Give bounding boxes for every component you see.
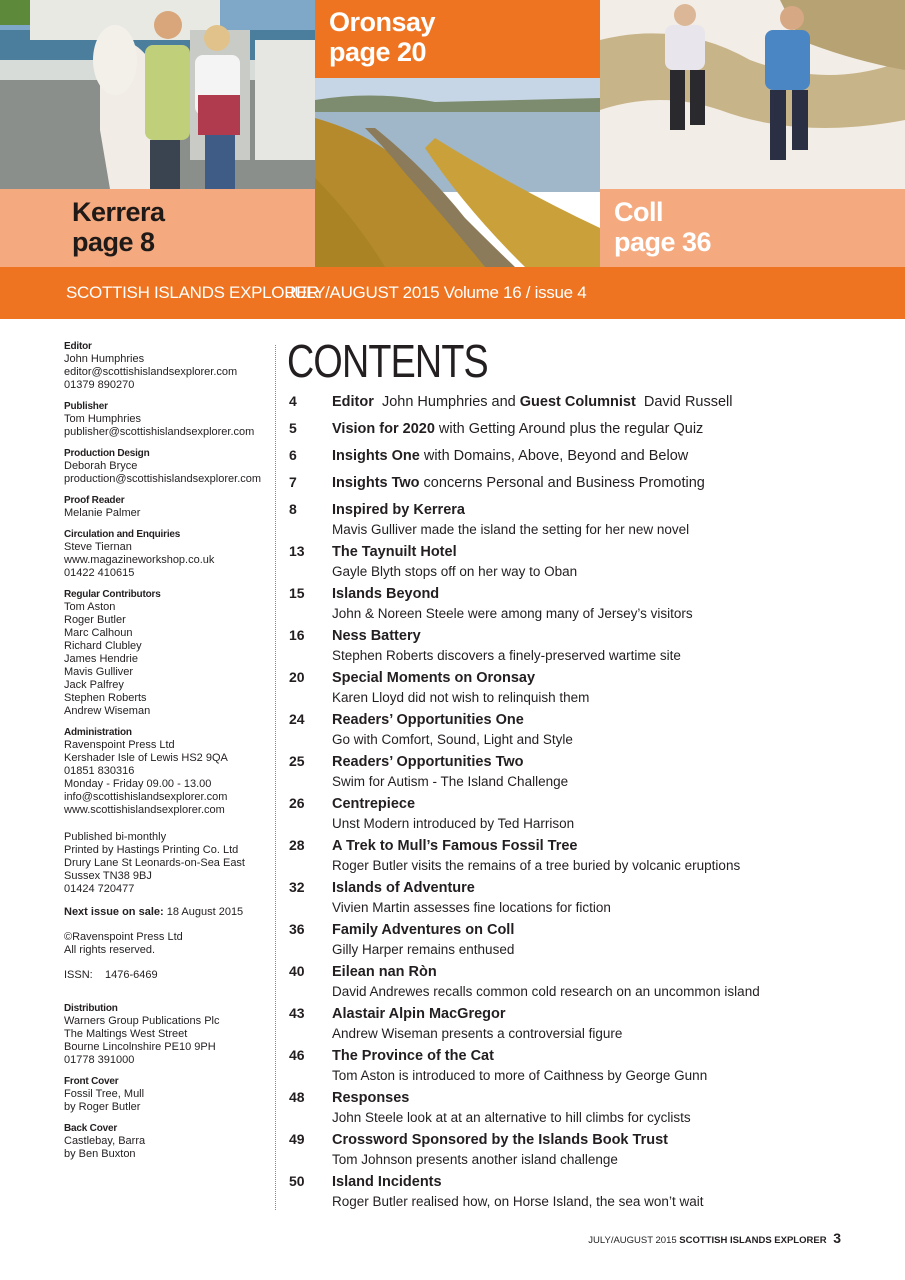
credit-contributors [64,588,269,718]
toc-entry [289,474,889,493]
credit-line: The Maltings West Street [64,1028,188,1040]
credit-line: Melanie Palmer [64,507,141,519]
toc-title-part: Special Moments on Oronsay [332,670,536,686]
toc-entry [289,1089,889,1127]
toc-title [332,795,889,814]
oronsay-label [315,0,600,78]
toc-title-part: Responses [332,1090,410,1106]
toc-page-number: 48 [289,1089,305,1105]
toc-entry [289,837,889,875]
credit-heading: Circulation and Enquiries [64,529,181,540]
toc-entry [289,393,889,412]
toc-title-part: Family Adventures on Coll [332,922,515,938]
contents-heading: CONTENTS [287,335,488,387]
issn [64,969,269,982]
toc-title [332,474,889,493]
credit-line: ©Ravenspoint Press Ltd [64,931,183,943]
credit-line: 01379 890270 [64,379,135,391]
toc-page-number: 5 [289,420,297,436]
toc-title-part: with Domains, Above, Beyond and Below [419,448,689,464]
credit-front-cover [64,1075,269,1114]
toc-title [332,1173,889,1192]
footer-issue: JULY/AUGUST 2015 [588,1235,677,1246]
credit-production [64,447,269,486]
issn-value: 1476-6469 [104,969,158,981]
toc-title [332,393,889,412]
credit-line: 01851 830316 [64,765,135,777]
toc-title [332,1047,889,1066]
credit-heading: Proof Reader [64,495,125,506]
credit-proof-reader [64,494,269,520]
toc-entry [289,795,889,833]
toc-entry [289,711,889,749]
credit-administration [64,726,269,817]
toc-page-number: 24 [289,711,305,727]
credit-heading: Front Cover [64,1076,119,1087]
copyright [64,931,269,957]
toc-entry [289,585,889,623]
toc-page-number: 4 [289,393,297,409]
credit-line: Richard Clubley [64,640,142,652]
credit-line: Fossil Tree, Mull [64,1088,145,1100]
footer-magazine: SCOTTISH ISLANDS EXPLORER [679,1235,827,1246]
credit-line: Tom Humphries [64,413,142,425]
credit-line: Warners Group Publications Plc [64,1015,220,1027]
oronsay-photo [315,78,600,267]
credit-line: 01424 720477 [64,883,135,895]
credit-back-cover [64,1122,269,1161]
toc-title [332,963,889,982]
toc-page-number: 50 [289,1173,305,1189]
toc-title [332,837,889,856]
toc-page-number: 32 [289,879,305,895]
kerrera-label [0,189,315,267]
credit-heading: Administration [64,727,132,738]
toc-title-part: Eilean nan Ròn [332,964,437,980]
toc-title-part: concerns Personal and Business Promoting [419,475,705,491]
credit-editor [64,340,269,392]
kerrera-label-title: Kerrera [72,197,165,227]
toc-title-part: Ness Battery [332,628,421,644]
toc-description: Go with Comfort, Sound, Light and Style [332,732,573,747]
toc-title [332,1005,889,1024]
credit-heading: Distribution [64,1003,118,1014]
credit-line: Jack Palfrey [64,679,124,691]
toc-page-number: 28 [289,837,305,853]
toc-page-number: 36 [289,921,305,937]
toc-entry [289,543,889,581]
credit-line: Deborah Bryce [64,460,138,472]
credit-line: Monday - Friday 09.00 - 13.00 [64,778,212,790]
toc-title-part: Island Incidents [332,1174,442,1190]
credit-line: by Ben Buxton [64,1148,136,1160]
toc-title-part: Editor [332,394,374,410]
toc-title-part: A Trek to Mull’s Famous Fossil Tree [332,838,578,854]
oronsay-label-page: page 20 [329,37,427,67]
credit-line: Stephen Roberts [64,692,147,704]
toc-page-number: 25 [289,753,305,769]
page-number: 3 [833,1230,841,1246]
toc-title-part: with Getting Around plus the regular Quiz [434,421,704,437]
table-of-contents [289,393,889,1215]
toc-entry [289,1131,889,1169]
toc-title-part: Vision for 2020 [332,421,435,437]
next-issue-date: 18 August 2015 [166,906,244,918]
toc-title-part: Insights One [332,448,420,464]
credit-line: production@scottishislandsexplorer.com [64,473,262,485]
toc-title [332,543,889,562]
credit-line: James Hendrie [64,653,138,665]
credit-line: Sussex TN38 9BJ [64,870,152,882]
issn-label: ISSN: [64,969,93,981]
toc-description: Unst Modern introduced by Ted Harrison [332,816,575,831]
masthead-credits [64,340,269,1169]
credit-line: Tom Aston [64,601,116,613]
toc-entry [289,627,889,665]
credit-line: 01778 391000 [64,1054,135,1066]
credit-line: 01422 410615 [64,567,135,579]
toc-title-part: Islands of Adventure [332,880,475,896]
toc-entry [289,1047,889,1085]
coll-label [600,189,905,267]
credit-line: by Roger Butler [64,1101,141,1113]
toc-entry [289,420,889,439]
toc-page-number: 26 [289,795,305,811]
toc-title [332,1131,889,1150]
toc-description: Stephen Roberts discovers a finely-preserved wartime site [332,648,681,663]
toc-description: Gilly Harper remains enthused [332,942,515,957]
credit-heading: Back Cover [64,1123,118,1134]
credit-line: info@scottishislandsexplorer.com [64,791,228,803]
toc-description: David Andrewes recalls common cold research on an uncommon island [332,984,760,999]
toc-title-part: Guest Columnist [519,394,636,410]
toc-page-number: 7 [289,474,297,490]
credit-heading: Production Design [64,448,150,459]
toc-entry [289,963,889,1001]
credit-line: Castlebay, Barra [64,1135,146,1147]
toc-description: Andrew Wiseman presents a controversial figure [332,1026,623,1041]
kerrera-photo [0,0,315,189]
coll-label-title: Coll [614,197,663,227]
toc-description: Tom Aston is introduced to more of Caithness by George Gunn [332,1068,708,1083]
toc-page-number: 49 [289,1131,305,1147]
credit-line: Andrew Wiseman [64,705,151,717]
toc-description: Swim for Autism - The Island Challenge [332,774,569,789]
page-footer [588,1230,841,1246]
toc-title-part: Crossword Sponsored by the Islands Book Trust [332,1132,668,1148]
toc-description: Roger Butler visits the remains of a tree buried by volcanic eruptions [332,858,741,873]
credit-line: publisher@scottishislandsexplorer.com [64,426,255,438]
toc-title [332,669,889,688]
toc-title-part: David Russell [635,394,733,410]
toc-page-number: 43 [289,1005,305,1021]
credit-line: Printed by Hastings Printing Co. Ltd [64,844,239,856]
toc-title-part: Centrepiece [332,796,416,812]
toc-entry [289,753,889,791]
toc-title-part: The Province of the Cat [332,1048,494,1064]
toc-title [332,585,889,604]
toc-page-number: 13 [289,543,305,559]
next-issue [64,906,269,919]
credit-line: John Humphries [64,353,145,365]
toc-entry [289,1173,889,1211]
toc-description: John & Noreen Steele were among many of Jersey’s visitors [332,606,693,621]
toc-entry [289,1005,889,1043]
toc-title-part: Readers’ Opportunities One [332,712,524,728]
toc-title [332,711,889,730]
credit-line: www.scottishislandsexplorer.com [64,804,225,816]
kerrera-label-page: page 8 [72,227,155,257]
toc-title-part: Inspired by Kerrera [332,502,465,518]
credit-distribution [64,1002,269,1067]
column-divider [275,345,276,1210]
credit-published [64,831,269,896]
credit-line: Steve Tiernan [64,541,132,553]
credit-circulation [64,528,269,580]
coll-label-page: page 36 [614,227,712,257]
credit-line: Drury Lane St Leonards-on-Sea East [64,857,245,869]
toc-page-number: 46 [289,1047,305,1063]
credit-line: Kershader Isle of Lewis HS2 9QA [64,752,228,764]
credit-line: editor@scottishislandsexplorer.com [64,366,238,378]
toc-entry [289,501,889,539]
toc-page-number: 15 [289,585,305,601]
toc-description: Roger Butler realised how, on Horse Island, the sea won’t wait [332,1194,704,1209]
masthead-banner [0,267,905,319]
toc-title [332,420,889,439]
credit-line: Published bi-monthly [64,831,167,843]
coll-photo [600,0,905,189]
toc-description: Gayle Blyth stops off on her way to Oban [332,564,578,579]
toc-page-number: 6 [289,447,297,463]
credit-line: Bourne Lincolnshire PE10 9PH [64,1041,216,1053]
credit-line: Ravenspoint Press Ltd [64,739,175,751]
toc-title [332,753,889,772]
toc-page-number: 16 [289,627,305,643]
credit-heading: Regular Contributors [64,589,161,600]
toc-title-part: Islands Beyond [332,586,440,602]
credit-line: All rights reserved. [64,944,156,956]
credit-line: Marc Calhoun [64,627,133,639]
toc-description: Karen Lloyd did not wish to relinquish them [332,690,590,705]
toc-title [332,1089,889,1108]
toc-page-number: 40 [289,963,305,979]
toc-entry [289,669,889,707]
toc-title-part: Insights Two [332,475,420,491]
credit-publisher [64,400,269,439]
toc-title [332,879,889,898]
toc-entry [289,921,889,959]
credit-line: www.magazineworkshop.co.uk [64,554,215,566]
toc-title [332,921,889,940]
toc-title-part: Readers’ Opportunities Two [332,754,524,770]
banner-magazine-name: SCOTTISH ISLANDS EXPLORER [66,283,320,302]
next-issue-label: Next issue on sale: [64,906,164,918]
credit-line: Mavis Gulliver [64,666,134,678]
toc-description: Vivien Martin assesses fine locations for fiction [332,900,611,915]
toc-title-part: John Humphries and [373,394,520,410]
toc-title [332,501,889,520]
toc-page-number: 20 [289,669,305,685]
toc-page-number: 8 [289,501,297,517]
credit-heading: Editor [64,341,92,352]
toc-description: Tom Johnson presents another island challenge [332,1152,618,1167]
credit-line: Roger Butler [64,614,126,626]
credit-heading: Publisher [64,401,108,412]
toc-title-part: Alastair Alpin MacGregor [332,1006,506,1022]
oronsay-label-title: Oronsay [329,7,436,37]
toc-description: John Steele look at at an alternative to hill climbs for cyclists [332,1110,691,1125]
toc-title [332,627,889,646]
toc-title-part: The Taynuilt Hotel [332,544,457,560]
toc-entry [289,879,889,917]
banner-issue-info: JULY/AUGUST 2015 Volume 16 / issue 4 [286,283,587,302]
toc-description: Mavis Gulliver made the island the setting for her new novel [332,522,690,537]
toc-entry [289,447,889,466]
toc-title [332,447,889,466]
